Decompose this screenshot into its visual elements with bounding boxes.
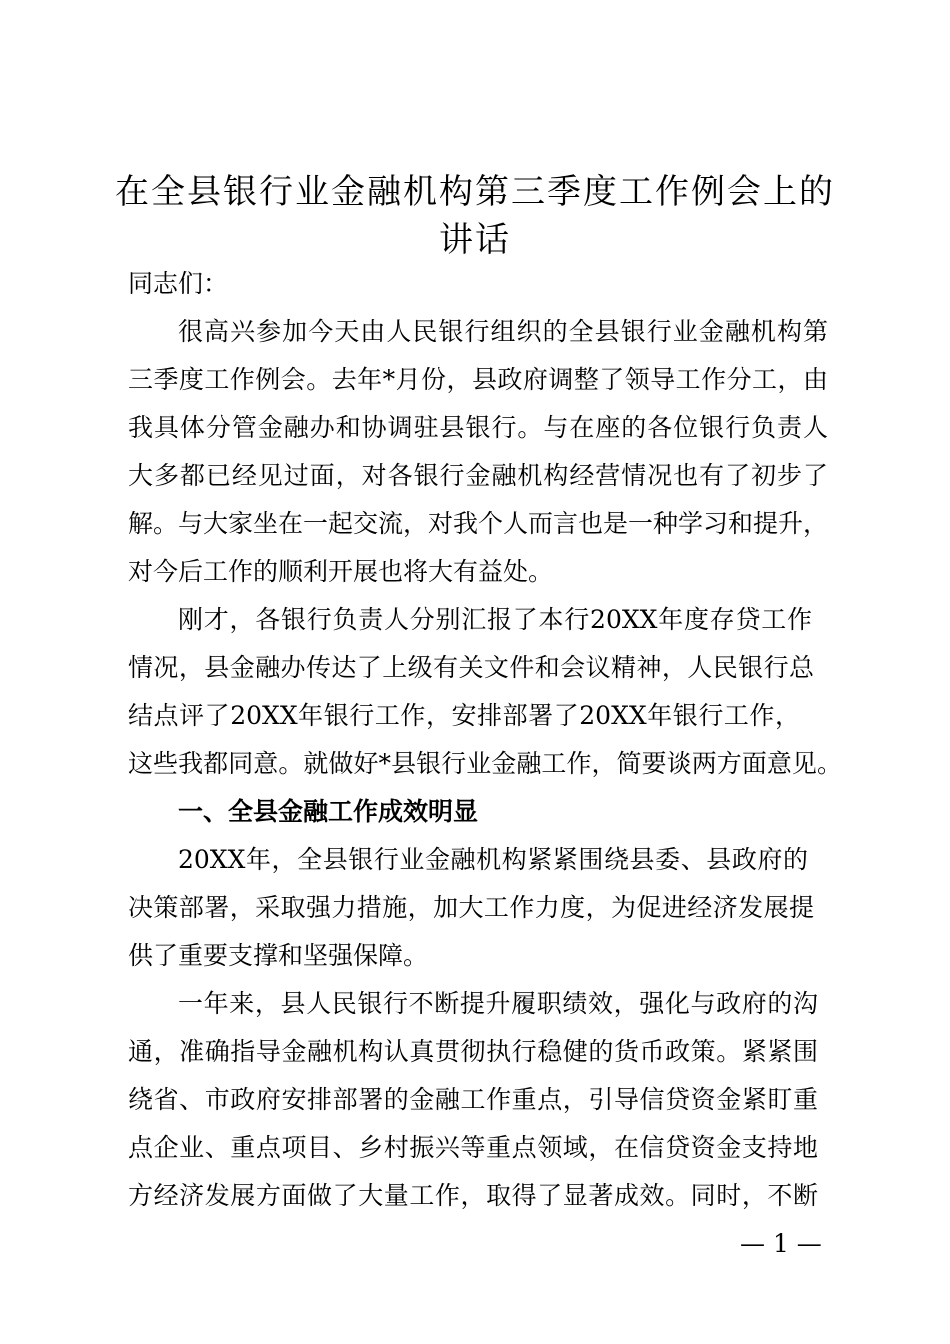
document-title-line-1: 在全县银行业金融机构第三季度工作例会上的 bbox=[115, 172, 835, 212]
paragraph-4-line-4: 点企业、重点项目、乡村振兴等重点领域，在信贷资金支持地 bbox=[128, 1133, 818, 1162]
paragraph-4-line-1: 一年来，县人民银行不断提升履职绩效，强化与政府的沟 bbox=[178, 989, 818, 1018]
document-title-line-2: 讲话 bbox=[439, 220, 511, 260]
paragraph-2-line-2: 情况，县金融办传达了上级有关文件和会议精神，人民银行总 bbox=[128, 653, 814, 682]
paragraph-4-line-5: 方经济发展方面做了大量工作，取得了显著成效。同时，不断 bbox=[128, 1181, 818, 1210]
paragraph-1-line-4: 大多都已经见过面，对各银行金融机构经营情况也有了初步了 bbox=[128, 461, 828, 490]
paragraph-3-line-3: 供了重要支撑和坚强保障。 bbox=[128, 941, 429, 970]
paragraph-1-line-2: 三季度工作例会。去年*月份，县政府调整了领导工作分工，由 bbox=[128, 365, 828, 394]
paragraph-3-line-1: 20XX年，全县银行业金融机构紧紧围绕县委、县政府的 bbox=[178, 845, 808, 874]
paragraph-2-line-4: 这些我都同意。就做好*县银行业金融工作，简要谈两方面意见。 bbox=[128, 749, 842, 778]
paragraph-4-line-2: 通，准确指导金融机构认真贯彻执行稳健的货币政策。紧紧围 bbox=[128, 1037, 818, 1066]
paragraph-1-line-1: 很高兴参加今天由人民银行组织的全县银行业金融机构第 bbox=[178, 317, 828, 346]
salutation: 同志们： bbox=[128, 269, 229, 298]
paragraph-1-line-3: 我具体分管金融办和协调驻县银行。与在座的各位银行负责人 bbox=[128, 413, 828, 442]
paragraph-4-line-3: 绕省、市政府安排部署的金融工作重点，引导信贷资金紧盯重 bbox=[128, 1085, 818, 1114]
page-number: — 1 — bbox=[740, 1229, 822, 1258]
section-1-heading: 一、全县金融工作成效明显 bbox=[178, 797, 479, 826]
paragraph-3-line-2: 决策部署，采取强力措施，加大工作力度，为促进经济发展提 bbox=[128, 893, 814, 922]
paragraph-1-line-5: 解。与大家坐在一起交流，对我个人而言也是一种学习和提升， bbox=[128, 509, 829, 538]
paragraph-2-line-3: 结点评了20XX年银行工作，安排部署了20XX年银行工作， bbox=[128, 701, 800, 730]
paragraph-2-line-1: 刚才，各银行负责人分别汇报了本行20XX年度存贷工作 bbox=[178, 605, 812, 634]
paragraph-1-line-6: 对今后工作的顺利开展也将大有益处。 bbox=[128, 557, 554, 586]
